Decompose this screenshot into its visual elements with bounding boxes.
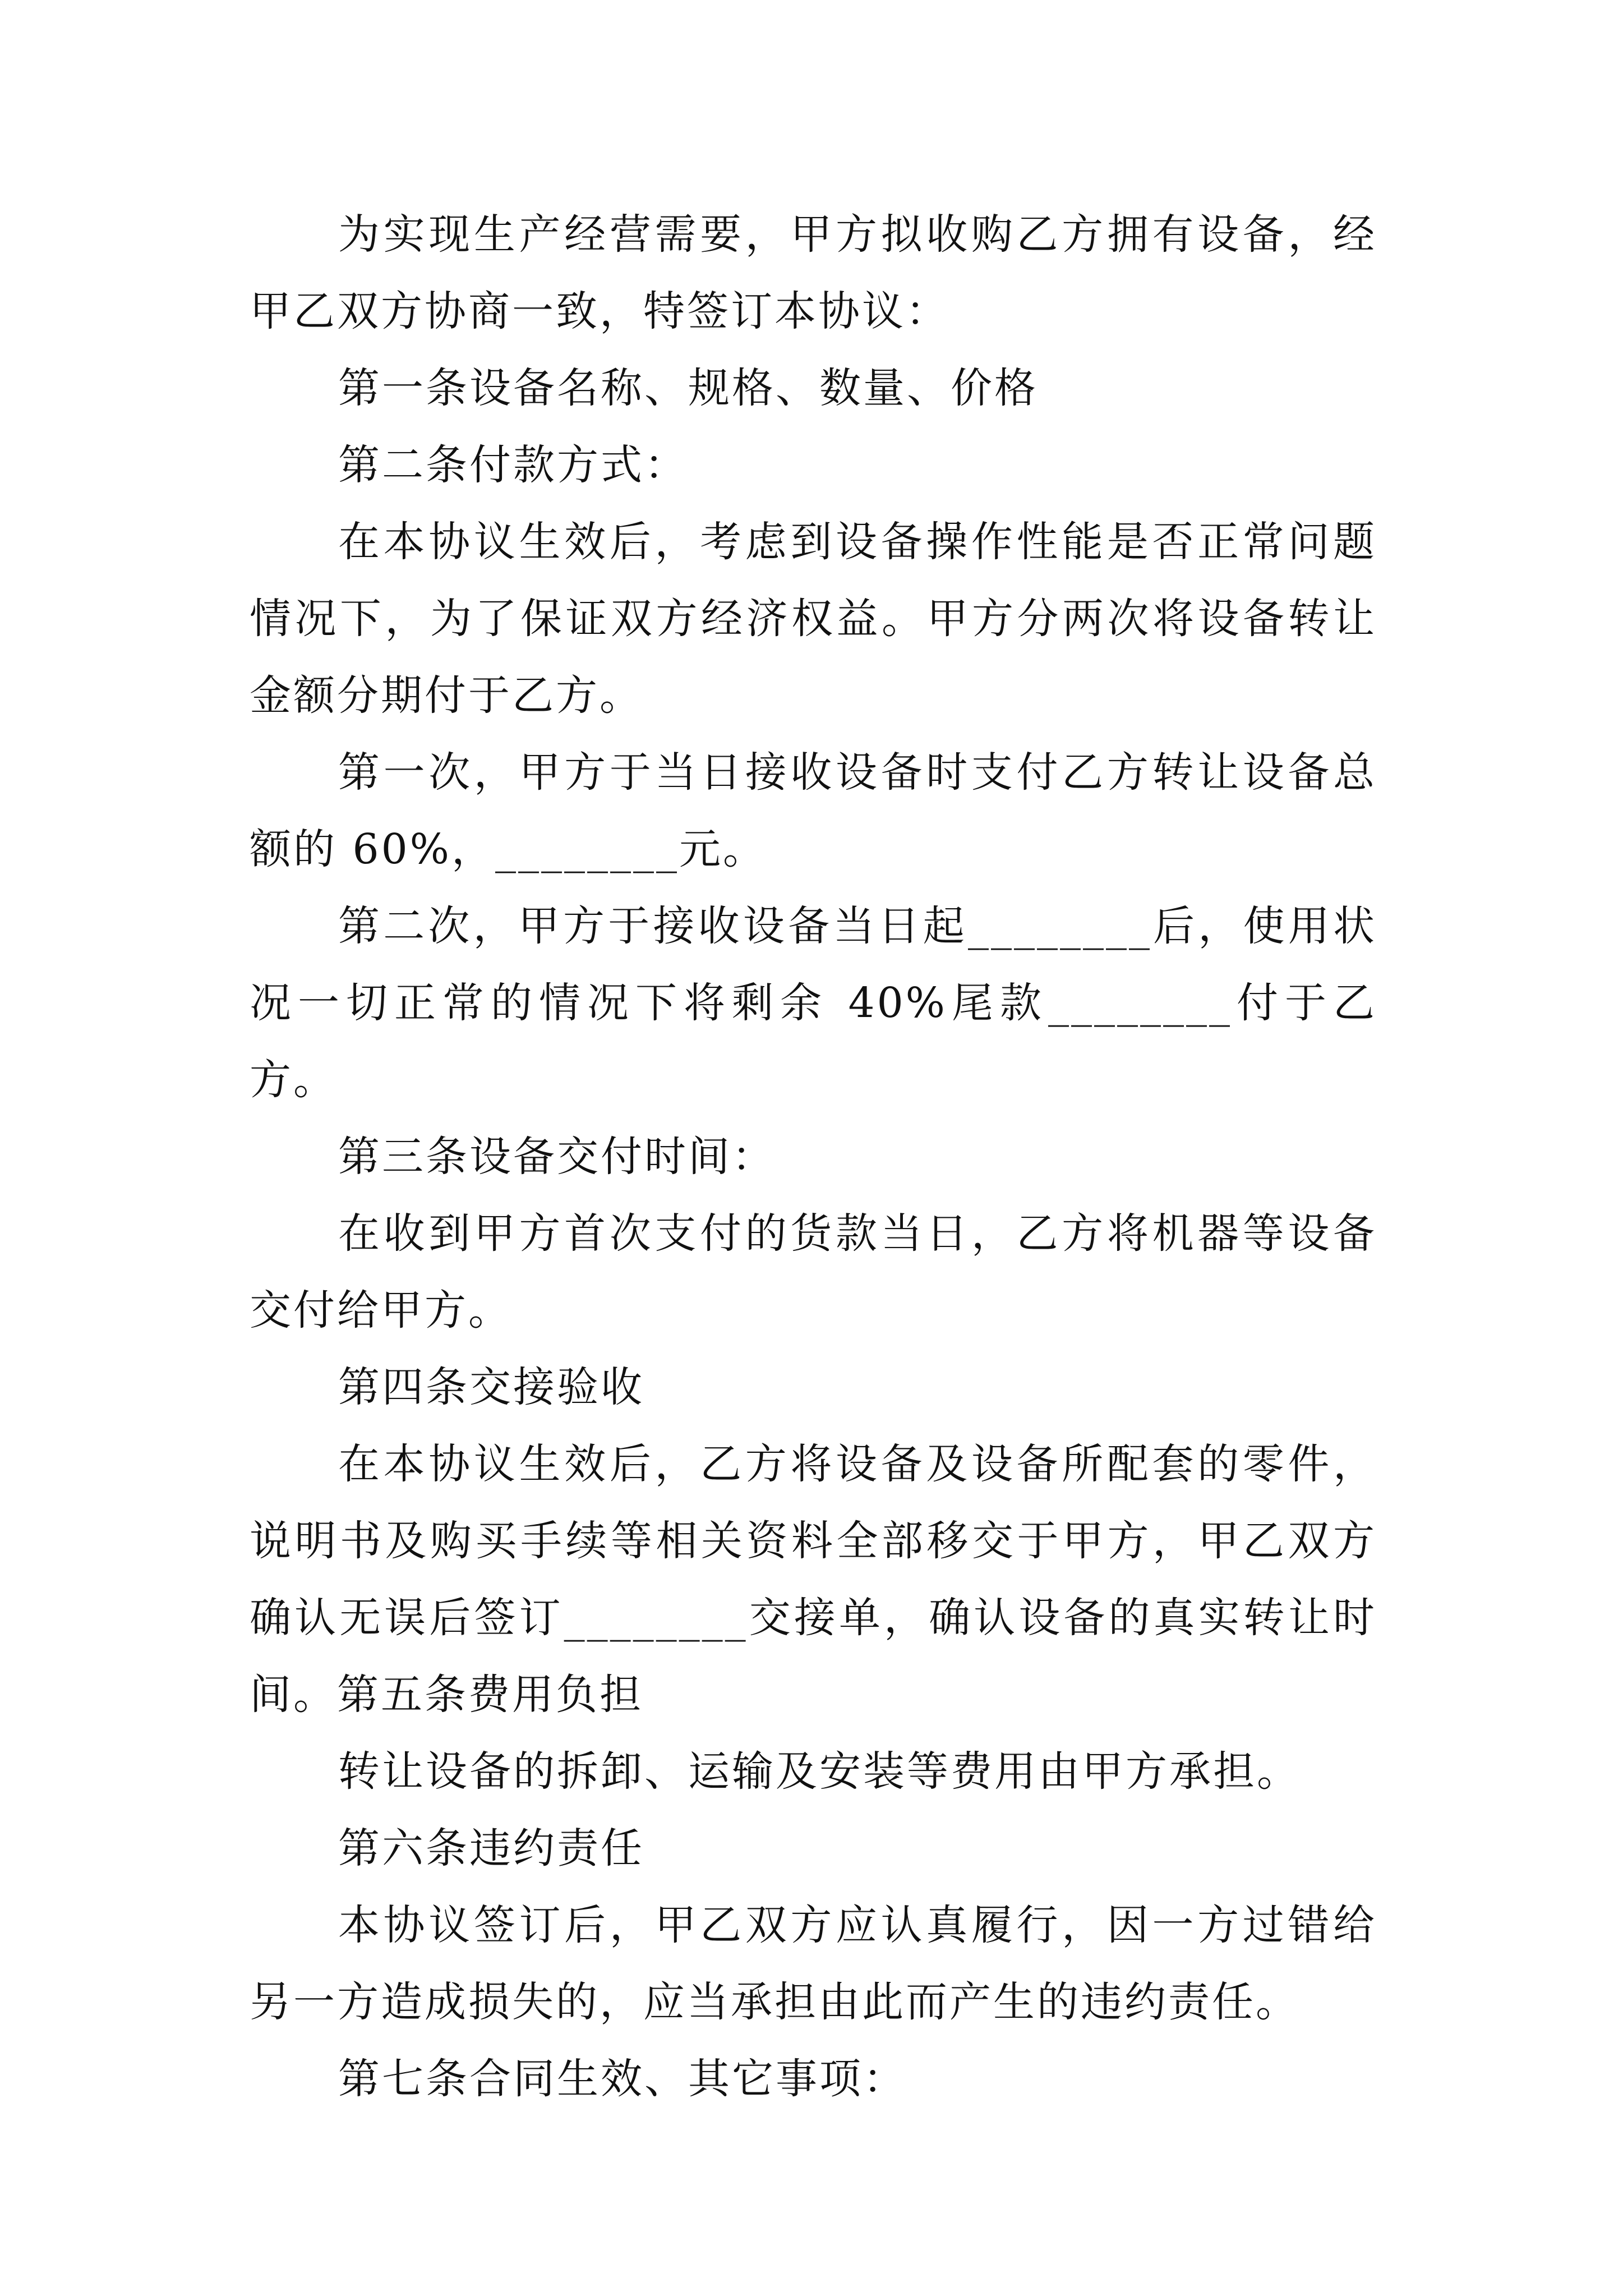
article-2-body: 在本协议生效后，考虑到设备操作性能是否正常问题情况下，为了保证双方经济权益。甲方分两次将设备转让金额分期付于乙方。 (250, 518, 1377, 720)
document-body (250, 196, 1377, 2118)
article-5-body: 转让设备的拆卸、运输及安装等费用由甲方承担。 (338, 1747, 1301, 1796)
article-6-heading: 第六条违约责任 (338, 1824, 644, 1872)
second-payment: 第二次，甲方于接收设备当日起________后，使用状况一切正常的情况下将剩余 40%尾款________付于乙方。 (250, 902, 1377, 1104)
article-3-heading: 第三条设备交付时间： (338, 1133, 776, 1181)
first-payment: 第一次，甲方于当日接收设备时支付乙方转让设备总额的 60%，________元。 (250, 748, 1377, 873)
article-4-heading: 第四条交接验收 (338, 1363, 644, 1411)
article-3-body: 在收到甲方首次支付的货款当日，乙方将机器等设备交付给甲方。 (250, 1209, 1377, 1335)
article-1-heading: 第一条设备名称、规格、数量、价格 (338, 364, 1038, 412)
article-6-body: 本协议签订后，甲乙双方应认真履行，因一方过错给另一方造成损失的，应当承担由此而产生的违约责任。 (250, 1901, 1377, 2026)
article-2-heading: 第二条付款方式： (338, 441, 688, 489)
article-7-heading: 第七条合同生效、其它事项： (338, 2055, 907, 2103)
article-4-body: 在本协议生效后，乙方将设备及设备所配套的零件，说明书及购买手续等相关资料全部移交于甲方，甲乙双方确认无误后签订________交接单，确认设备的真实转让时间。第五条费用负担 (250, 1440, 1377, 1719)
paragraph-intro: 为实现生产经营需要，甲方拟收购乙方拥有设备，经甲乙双方协商一致，特签订本协议： (250, 210, 1377, 335)
